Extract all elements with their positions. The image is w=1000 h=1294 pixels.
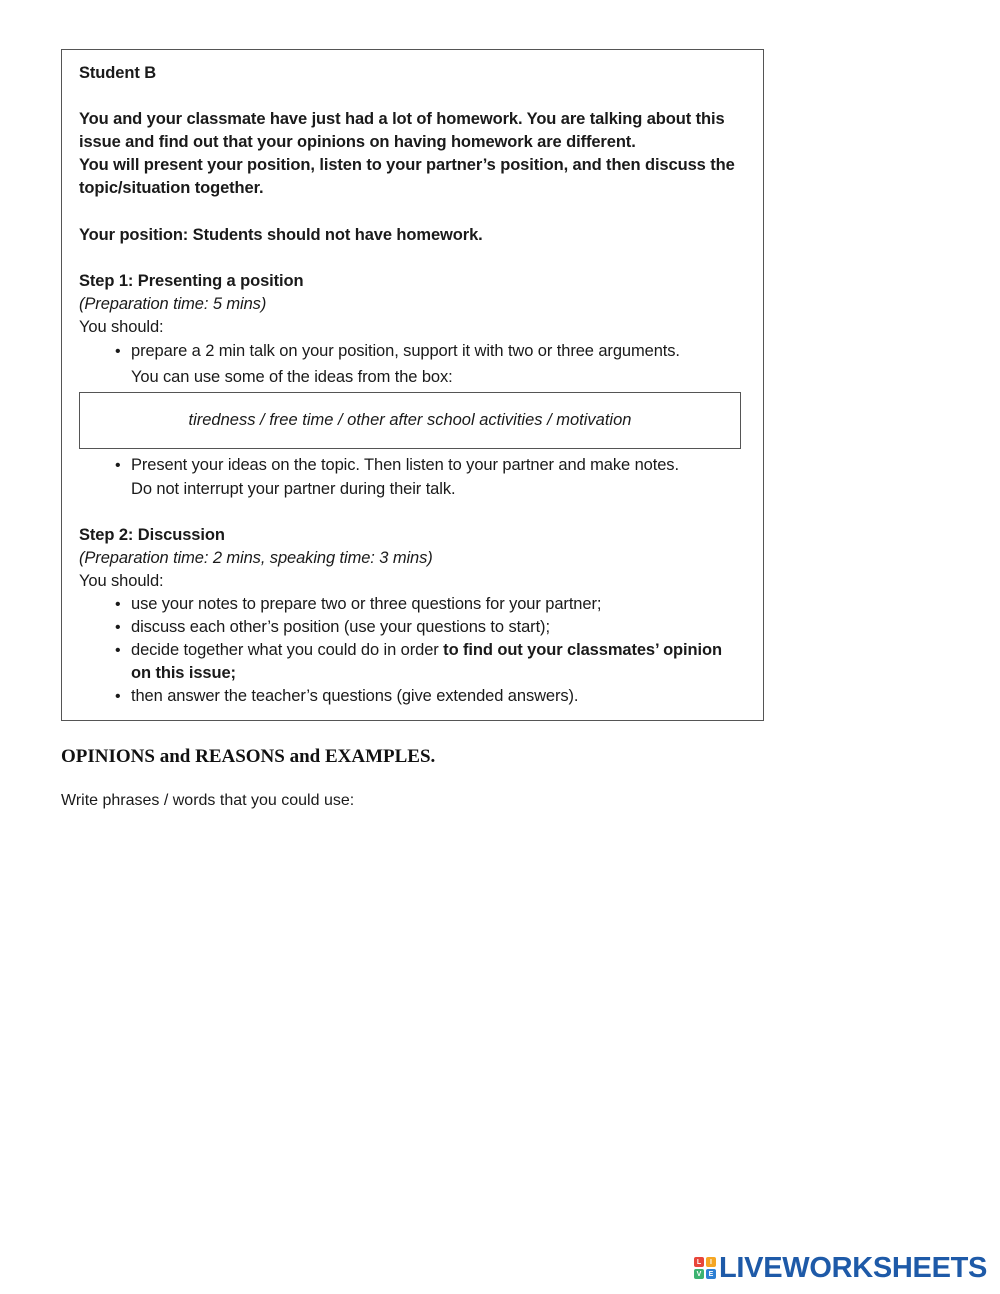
ideas-box <box>79 392 741 449</box>
intro-line-2: issue and find out that your opinions on having homework are different. <box>79 133 636 151</box>
liveworksheets-logo[interactable] <box>694 1252 987 1284</box>
step2-bullet2: discuss each other’s position (use your questions to start); <box>131 618 550 636</box>
step2-prep-time: (Preparation time: 2 mins, speaking time: 3 mins) <box>79 549 433 567</box>
step1-bullet1-line2: You can use some of the ideas from the box: <box>131 368 453 386</box>
intro-line-4: topic/situation together. <box>79 179 264 197</box>
bullet-icon: • <box>115 688 121 705</box>
step1-bullet1-line1: prepare a 2 min talk on your position, support it with two or three arguments. <box>131 342 680 360</box>
step2-bullet3-line2: on this issue; <box>131 664 236 682</box>
logo-letter: I <box>706 1257 716 1267</box>
task-card <box>61 49 764 721</box>
step2-bullet3-plain: decide together what you could do in order <box>131 641 444 659</box>
logo-letter: L <box>694 1257 704 1267</box>
ideas-text: tiredness / free time / other after school activities / motivation <box>188 411 632 429</box>
step2-bullet3-line1 <box>131 639 722 662</box>
step1-title: Step 1: Presenting a position <box>79 272 304 290</box>
intro-line-1: You and your classmate have just had a lot of homework. You are talking about this <box>79 110 725 128</box>
step2-you-should: You should: <box>79 572 164 590</box>
bullet-icon: • <box>115 457 121 474</box>
step1-bullet2-line1: Present your ideas on the topic. Then listen to your partner and make notes. <box>131 456 679 474</box>
instruction-text: Write phrases / words that you could use: <box>61 792 355 809</box>
intro-line-3: You will present your position, listen to your partner’s position, and then discuss the <box>79 156 735 174</box>
position-statement: Your position: Students should not have homework. <box>79 226 483 244</box>
bullet-icon: • <box>115 619 121 636</box>
logo-letter: E <box>706 1269 716 1279</box>
step1-bullet2-line2: Do not interrupt your partner during their talk. <box>131 480 456 498</box>
card-title: Student B <box>79 64 157 82</box>
step1-you-should: You should: <box>79 318 164 336</box>
bullet-icon: • <box>115 596 121 613</box>
bullet-icon: • <box>115 343 121 360</box>
logo-letter: V <box>694 1269 704 1279</box>
bullet-icon: • <box>115 642 121 659</box>
step1-prep-time: (Preparation time: 5 mins) <box>79 295 267 313</box>
step2-title: Step 2: Discussion <box>79 526 225 544</box>
section-heading: OPINIONS and REASONS and EXAMPLES. <box>61 746 436 767</box>
logo-text: LIVEWORKSHEETS <box>719 1251 988 1284</box>
step2-bullet1: use your notes to prepare two or three questions for your partner; <box>131 595 602 613</box>
step2-bullet3-bold: to find out your classmates’ opinion <box>443 641 722 659</box>
logo-grid-icon <box>694 1257 716 1279</box>
step2-bullet4: then answer the teacher’s questions (give extended answers). <box>131 687 579 705</box>
